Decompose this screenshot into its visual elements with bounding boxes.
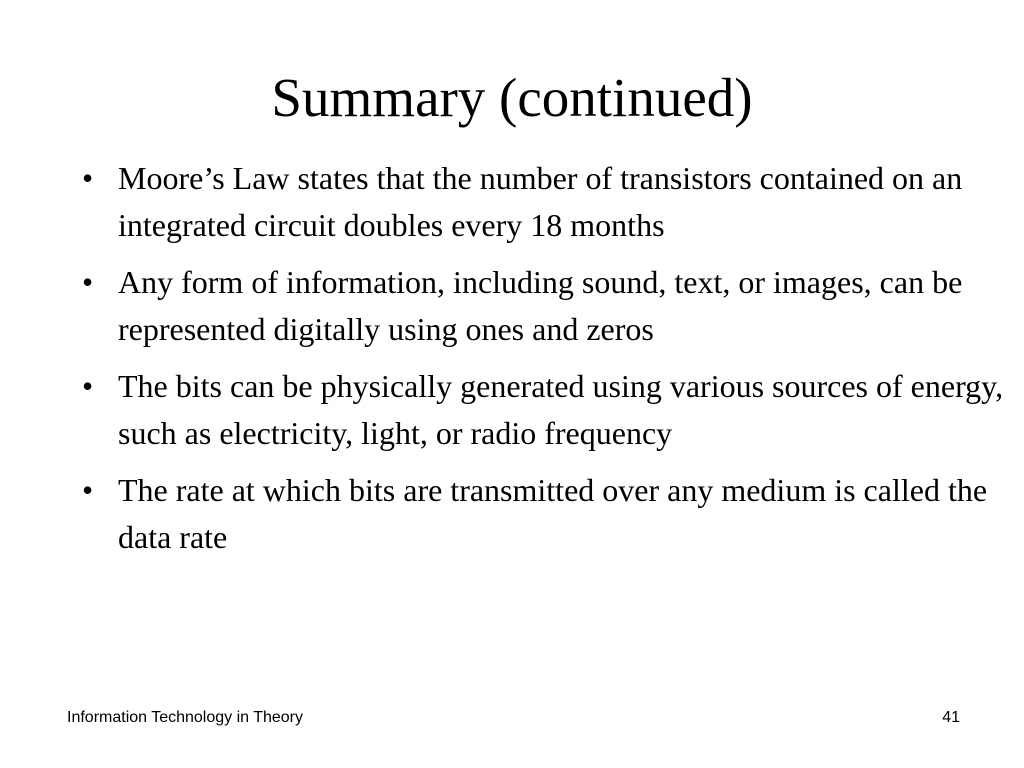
bullet-item (82, 363, 1012, 457)
bullet-marker: • (82, 472, 94, 508)
bullet-text: The bits can be physically generated using various sources of energy, such as electricity, light, or radio frequency (118, 368, 1004, 451)
bullet-text: Moore’s Law states that the number of transistors contained on an integrated circuit doubles every 18 months (118, 160, 963, 243)
footer-course-title: Information Technology in Theory (67, 709, 303, 726)
bullet-marker: • (82, 160, 94, 196)
bullet-text: The rate at which bits are transmitted over any medium is called the data rate (118, 472, 988, 555)
bullet-marker: • (82, 264, 94, 300)
bullet-item (82, 259, 1012, 353)
bullet-item (82, 467, 1012, 561)
slide-title: Summary (continued) (271, 67, 753, 128)
bullet-text: Any form of information, including sound, text, or images, can be represented digitally using ones and zeros (118, 264, 963, 347)
bullet-marker: • (82, 368, 94, 404)
footer-page-number: 41 (942, 709, 960, 726)
bullet-item (82, 155, 1012, 249)
bullet-list (82, 155, 1012, 571)
